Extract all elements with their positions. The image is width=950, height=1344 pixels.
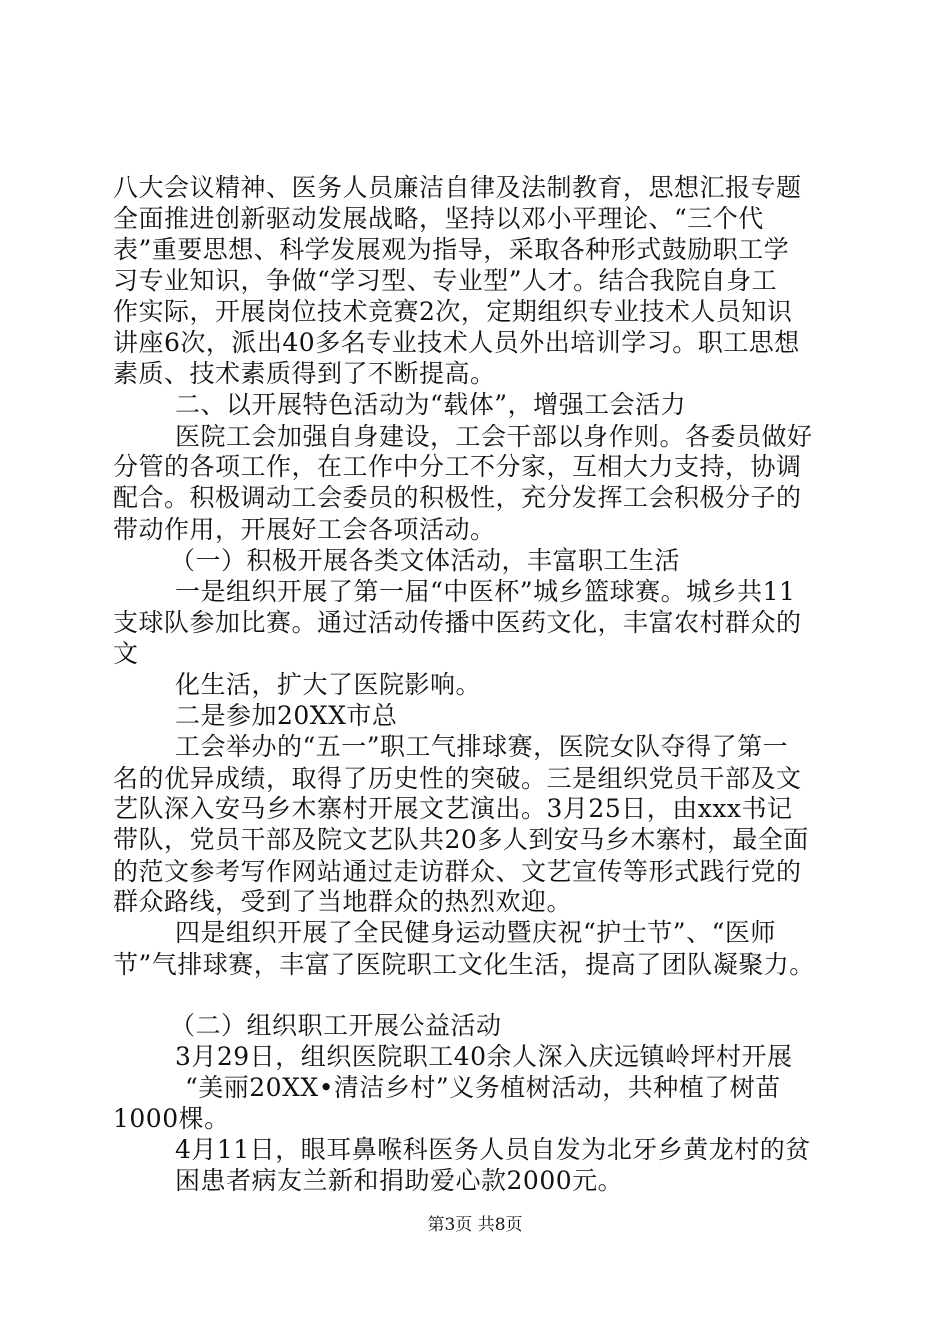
subsection-heading: （二）组织职工开展公益活动 <box>170 1011 502 1040</box>
text-line: 一是组织开展了第一届“中医杯”城乡篮球赛。城乡共11 <box>175 577 796 606</box>
page-footer: 第3页 共8页 <box>427 1215 523 1235</box>
text-line: 八大会议精神、医务人员廉洁自律及法制教育，思想汇报专题 <box>113 173 802 202</box>
text-line: 工会举办的“五一”职工气排球赛，医院女队夺得了第一 <box>175 732 789 761</box>
text-line: 的范文参考写作网站通过走访群众、文艺宣传等形式践行党的 <box>113 857 802 886</box>
text-line: 化生活，扩大了医院影响。 <box>175 670 482 699</box>
text-line: 群众路线，受到了当地群众的热烈欢迎。 <box>113 887 573 916</box>
text-line: 配合。积极调动工会委员的积极性，充分发挥工会积极分子的 <box>113 483 802 512</box>
text-line: 医院工会加强自身建设，工会干部以身作则。各委员做好 <box>175 422 813 451</box>
text-line: 名的优异成绩，取得了历史性的突破。三是组织党员干部及文 <box>113 764 802 793</box>
text-line: 艺队深入安马乡木寨村开展文艺演出。3月25日，由xxx书记 <box>113 794 793 823</box>
text-line: 分管的各项工作，在工作中分工不分家，互相大力支持，协调 <box>113 452 802 481</box>
text-line: 节”气排球赛，丰富了医院职工文化生活，提高了团队凝聚力。 <box>113 950 815 979</box>
text-line: 支球队参加比赛。通过活动传播中医药文化，丰富农村群众的 <box>113 608 802 637</box>
text-line: 讲座6次，派出40多名专业技术人员外出培训学习。职工思想 <box>113 328 800 357</box>
text-line: 文 <box>113 639 139 668</box>
text-line: 1000棵。 <box>113 1104 230 1133</box>
text-line: 全面推进创新驱动发展战略，坚持以邓小平理论、“三个代 <box>113 204 764 233</box>
text-line: 四是组织开展了全民健身运动暨庆祝“护士节”、“医师 <box>175 918 776 947</box>
text-line: 4月11日，眼耳鼻喉科医务人员自发为北牙乡黄龙村的贫 <box>175 1135 811 1164</box>
text-line: 表”重要思想、科学发展观为指导，采取各种形式鼓励职工学 <box>113 235 790 264</box>
text-line: 带动作用，开展好工会各项活动。 <box>113 515 496 544</box>
text-line: 带队，党员干部及院文艺队共20多人到安马乡木寨村，最全面 <box>113 825 809 854</box>
text-line: 困患者病友兰新和捐助爱心款2000元。 <box>175 1166 624 1195</box>
subsection-heading: （一）积极开展各类文体活动，丰富职工生活 <box>170 546 681 575</box>
text-line: 3月29日，组织医院职工40余人深入庆远镇岭坪村开展 <box>175 1042 793 1071</box>
section-heading: 二、以开展特色活动为“载体”，增强工会活力 <box>175 390 687 419</box>
text-line: 习专业知识，争做“学习型、专业型”人才。结合我院自身工 <box>113 266 778 295</box>
text-line: “美丽20XX•清洁乡村”义务植树活动，共种植了树苗 <box>185 1073 781 1102</box>
text-line: 作实际，开展岗位技术竞赛2次，定期组织专业技术人员知识 <box>113 297 793 326</box>
text-line: 二是参加20XX市总 <box>175 701 398 730</box>
text-line: 素质、技术素质得到了不断提高。 <box>113 359 496 388</box>
